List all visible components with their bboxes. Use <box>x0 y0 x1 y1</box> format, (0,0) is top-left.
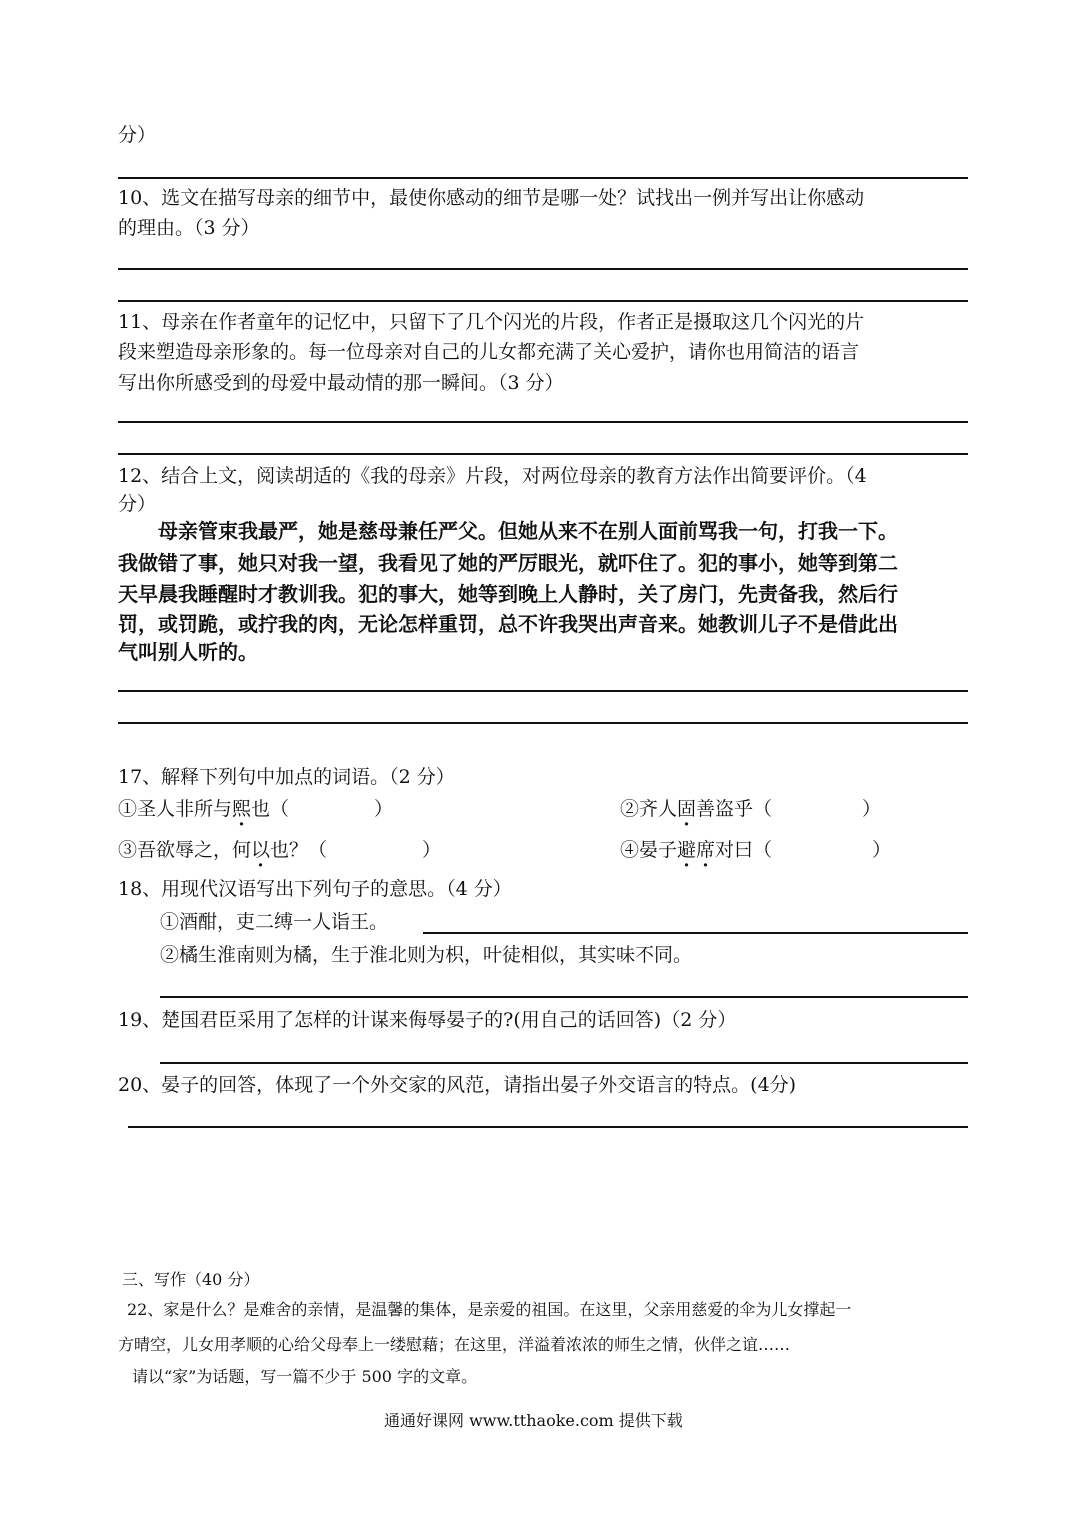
answer-line[interactable] <box>160 1062 968 1064</box>
q17-item4: ④晏子避席对曰（ ） <box>620 839 892 861</box>
passage-line: 气叫别人听的。 <box>118 640 258 664</box>
q10-line2: 的理由。（3 分） <box>118 217 260 239</box>
q19-question: 19、楚国君臣采用了怎样的计谋来侮辱晏子的?(用自己的话回答)（2 分） <box>118 1009 737 1031</box>
q11-line2: 段来塑造母亲形象的。每一位母亲对自己的儿女都充满了关心爱护，请你也用简洁的语言 <box>118 341 860 363</box>
footer-text: 通通好课网 www.tthaoke.com 提供下载 <box>384 1411 683 1430</box>
q12-line2: 分） <box>118 493 157 515</box>
answer-line[interactable] <box>160 996 968 998</box>
q17-title: 17、解释下列句中加点的词语。（2 分） <box>118 766 455 788</box>
q17-item3: ③吾欲辱之，何以也？（ ） <box>118 839 442 861</box>
q17-item1: ①圣人非所与熙也（ ） <box>118 798 394 820</box>
answer-line[interactable] <box>118 453 968 455</box>
q9-tail: 分） <box>118 124 157 146</box>
answer-line[interactable] <box>423 932 968 934</box>
answer-line[interactable] <box>118 177 968 179</box>
q18-sentence1: ①酒酣，吏二缚一人诣王。 <box>160 911 389 933</box>
answer-line[interactable] <box>118 268 968 270</box>
writing-prompt-line2: 方晴空，儿女用孝顺的心给父母奉上一缕慰藉；在这里，洋溢着浓浓的师生之情，伙伴之谊…… <box>118 1335 791 1354</box>
passage-line: 母亲管束我最严，她是慈母兼任严父。但她从来不在别人面前骂我一句，打我一下。 <box>158 519 898 543</box>
passage-line: 我做错了事，她只对我一望，我看见了她的严厉眼光，就吓住了。犯的事小，她等到第二 <box>118 551 898 575</box>
q18-sentence2: ②橘生淮南则为橘，生于淮北则为枳，叶徒相似，其实味不同。 <box>160 944 693 966</box>
answer-line[interactable] <box>118 690 968 692</box>
answer-line[interactable] <box>118 421 968 423</box>
q10-line1: 10、选文在描写母亲的细节中，最使你感动的细节是哪一处？试找出一例并写出让你感动 <box>118 187 865 209</box>
dotted-word: 固 <box>677 798 697 820</box>
q20-question: 20、晏子的回答，体现了一个外交家的风范，请指出晏子外交语言的特点。(4分) <box>118 1074 797 1096</box>
answer-line[interactable] <box>118 722 968 724</box>
passage-line: 天早晨我睡醒时才教训我。犯的事大，她等到晚上人静时，关了房门，先责备我，然后行 <box>118 582 898 606</box>
q18-title: 18、用现代汉语写出下列句子的意思。（4 分） <box>118 878 512 900</box>
answer-line[interactable] <box>128 1126 968 1128</box>
writing-prompt-line1: 22、家是什么？是难舍的亲情，是温馨的集体，是亲爱的祖国。在这里，父亲用慈爱的伞为儿女撑起一 <box>127 1300 852 1319</box>
dotted-word: 席 <box>696 839 716 861</box>
writing-title: 三、写作（40 分） <box>122 1270 260 1289</box>
q17-item2: ②齐人固善盗乎（ ） <box>620 798 882 820</box>
dotted-word: 熙 <box>232 798 252 820</box>
dotted-word: 避 <box>677 839 697 861</box>
q11-line3: 写出你所感受到的母爱中最动情的那一瞬间。（3 分） <box>118 372 564 394</box>
q11-line1: 11、母亲在作者童年的记忆中，只留下了几个闪光的片段，作者正是摄取这几个闪光的片 <box>118 311 865 333</box>
dotted-word: 以 <box>251 839 271 861</box>
answer-line[interactable] <box>118 300 968 302</box>
q12-line1: 12、结合上文，阅读胡适的《我的母亲》片段，对两位母亲的教育方法作出简要评价。（4 <box>118 465 867 487</box>
passage-line: 罚，或罚跪，或拧我的肉，无论怎样重罚，总不许我哭出声音来。她教训儿子不是借此出 <box>118 612 898 636</box>
writing-prompt-line3: 请以“家”为话题，写一篇不少于 500 字的文章。 <box>132 1367 478 1386</box>
